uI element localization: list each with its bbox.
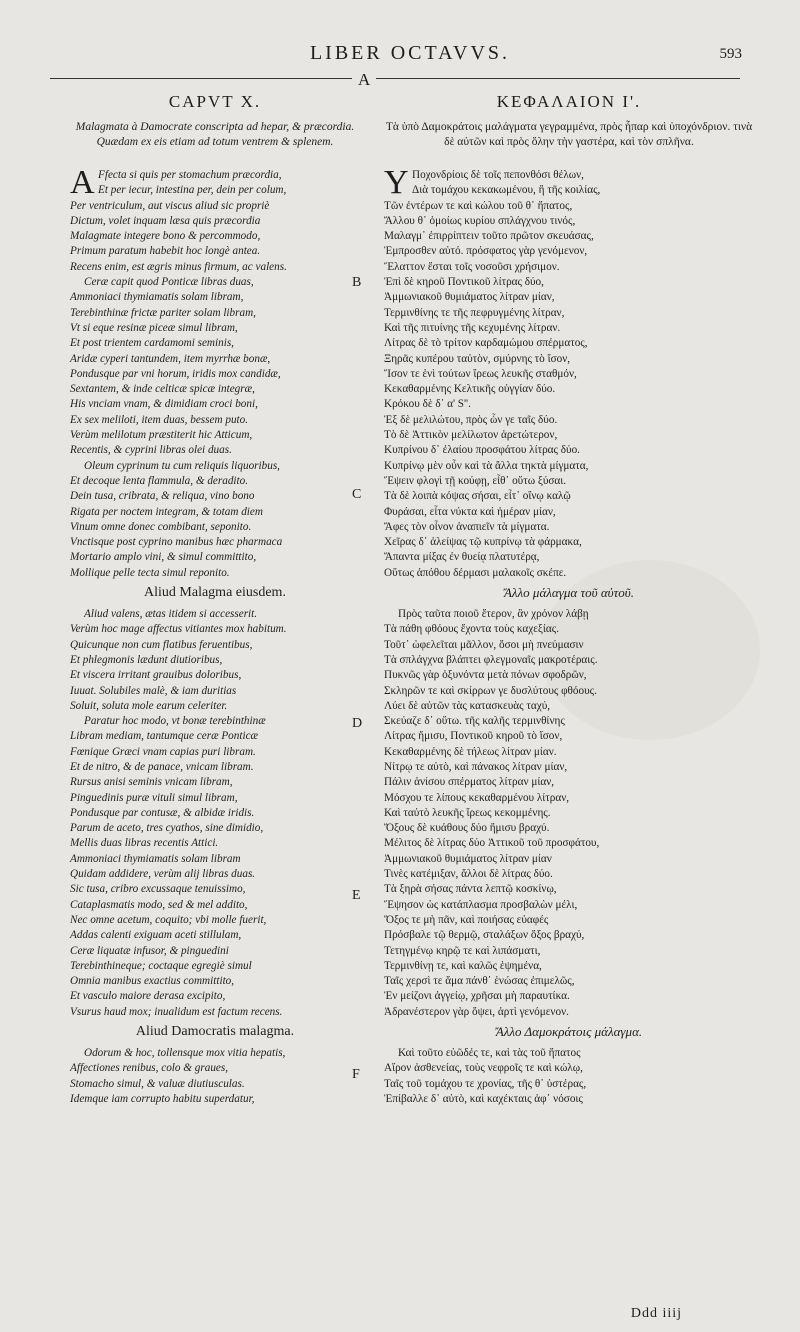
margin-letter-f: F xyxy=(352,1067,360,1082)
verse-line: Μαλαγμ᾽ ἐπιρρίπτειν τοῦτο πρῶτον σκευάσας, xyxy=(384,230,594,243)
verse-line: Τὰ σπλάγχνα βλάπτει φλεγμοναῖς μακροτέραις. xyxy=(384,653,598,666)
verse-line: Τοῦτ᾽ ὠφελεῖται μᾶλλον, ὅσοι μὴ πνεύμασιν xyxy=(384,638,584,651)
verse-line: Dictum, volet inquam læsa quis præcordia xyxy=(70,214,261,227)
verse-line: Τετηγμένῳ κηρῷ τε καὶ λιπάσματι, xyxy=(384,944,541,957)
verse-line: Sextantem, & inde celticæ spicæ integræ, xyxy=(70,383,255,396)
verse-line: Et per iecur, intestina per, dein per colum, xyxy=(98,184,287,197)
verse-line: Διὰ τομάχου κεκακωμένου, ἢ τῆς κοιλίας, xyxy=(412,184,601,197)
verse-line: Malagmate integere bono & percommodo, xyxy=(70,230,261,243)
verse-line: Iuuat. Solubiles malè, & iam duritias xyxy=(70,684,237,697)
verse-line: Σκεύαζε δ᾽ οὕτω. τῆς καλῆς τερμινθίνης xyxy=(384,715,565,728)
verse-line: His vnciam vnam, & dimidiam croci boni, xyxy=(70,398,258,411)
verse-line: Pinguedinis puræ vituli simul libram, xyxy=(70,791,238,804)
verse-line: Quidam addidere, verùm alij libras duas. xyxy=(70,868,256,881)
verse-line: Ceræ liquatæ infusor, & pinguedini xyxy=(70,944,229,957)
verse-line: Ποχονδρίοις δὲ τοῖς πεπονθόσι θέλων, xyxy=(412,169,584,181)
verse-line: Terebinthinæ frictæ pariter solam libram, xyxy=(70,306,256,319)
verse-line: Ἀμμωνιακοῦ θυμιάματος λίτραν μίαν, xyxy=(384,291,555,304)
verse-line: Pondusque par vni horum, iridis mox candidæ, xyxy=(70,367,281,380)
verse-line: Ammoniaci thymiamatis solam libram xyxy=(70,852,241,865)
verse-line: Πρὸς ταῦτα ποιοῦ ἕτερον, ἂν χρόνον λάβῃ xyxy=(398,608,589,621)
verse-line: Et viscera irritant grauibus doloribus, xyxy=(70,669,242,682)
verse-line: Et de nitro, & de panace, vnicam libram. xyxy=(70,760,254,773)
header-rule xyxy=(50,78,740,79)
signature-mark: A xyxy=(352,70,376,90)
verse-line: Rigata per noctem integram, & totam diem xyxy=(70,505,263,518)
verse-line: Libram mediam, tantumque ceræ Ponticæ xyxy=(70,730,258,743)
verse-line: Κυπρίνῳ μὲν οὖν καὶ τὰ ἄλλα τηκτὰ μίγματα, xyxy=(384,459,589,472)
verse-line: Soluit, soluta mole earum celeriter. xyxy=(70,699,228,712)
verse-line: Aliud valens, ætas itidem si accesserit. xyxy=(84,608,258,621)
verse-line: Et decoque lenta flammula, & deradito. xyxy=(70,474,249,487)
verse-line: Τῶν ἐντέρων τε καὶ κώλου τοῦ θ᾽ ἥπατος, xyxy=(384,199,573,212)
verse-line: Fœnique Græci vnam capias puri libram. xyxy=(70,745,256,758)
verse-line: Et post trientem cardamomi seminis, xyxy=(70,337,234,350)
verse-line: Ξηρᾶς κυπέρου ταὐτὸν, σμύρνης τὸ ἴσον, xyxy=(384,352,571,365)
verse-line: Κεκαθαρμένης δὲ τήλεως λίτραν μίαν. xyxy=(384,745,557,758)
verse-line: Vinum omne donec combibant, seponito. xyxy=(70,520,252,533)
verse-line: Dein tusa, cribrata, & reliqua, vino bono xyxy=(70,490,255,503)
verse-line: Κρόκου δὲ δ᾽ α' S''. xyxy=(384,398,471,411)
verse-line: Πρόσβαλε τῷ θερμῷ, σταλάξων ὄξος βραχύ, xyxy=(384,929,585,942)
verse-line: Καὶ ταὐτὸ λευκῆς ἴρεως κεκομμένης. xyxy=(384,806,551,819)
latin-section-title: Aliud Damocratis malagma. xyxy=(135,1024,295,1040)
greek-verse-block-2 xyxy=(384,607,754,1020)
verse-line: Omnia manibus exactius committito, xyxy=(70,975,235,988)
verse-line: Terebinthineque; coctaque egregiè simul xyxy=(70,959,252,972)
verse-line: Mollique pelle tecta simul reponito. xyxy=(70,566,230,579)
verse-line: Κυπρίνου δ᾽ ἐλαίου προσφάτου λίτρας δύο. xyxy=(384,444,580,457)
verse-line: Χεῖρας δ᾽ ἀλείψας τῷ κυπρίνῳ τὰ φάρμακα, xyxy=(384,536,582,549)
page-number: 593 xyxy=(719,46,742,62)
verse-line: Ἴσον τε ἑνὶ τούτων ἴρεως λευκῆς σταθμόν, xyxy=(384,367,577,380)
verse-line: Φυράσαι, εἶτα νύκτα καὶ ἡμέραν μίαν, xyxy=(384,505,556,518)
verse-line: Ὄξους δὲ κυάθους δύο ἥμισυ βραχύ. xyxy=(384,822,550,835)
bottom-signature: Ddd iiij xyxy=(630,1306,682,1321)
verse-line: Λίτρας ἥμισυ, Ποντικοῦ κηροῦ τὸ ἴσον, xyxy=(384,730,563,743)
verse-line: Λύει δὲ αὐτῶν τὰς κατασκευὰς ταχύ, xyxy=(384,699,551,712)
verse-line: Ἐπίβαλλε δ᾽ αὐτὸ, καὶ καχέκταις ἀφ᾽ νόσοις xyxy=(384,1092,583,1105)
verse-line: Ἔλαττον ἔσται τοῖς νοσοῦσι χρήσιμον. xyxy=(384,260,560,273)
greek-chapter-subtitle: Τὰ ὑπὸ Δαμοκράτοις μαλάγματα γεγραμμένα, πρὸς ἧπαρ καὶ ὑποχόνδριον. τινὰ δὲ αὐτῶν καὶ πρὸς ὅλην τὴν γαστέρα, καὶ τὸν σπλῆνα. xyxy=(385,121,753,148)
running-head: LIBER OCTAVVS. xyxy=(309,42,511,64)
verse-line: Πάλιν ἀνίσου σπέρματος λίτραν μίαν, xyxy=(384,776,555,789)
verse-line: Affectiones renibus, colo & graues, xyxy=(70,1062,229,1075)
verse-line: Ἀμμωνιακοῦ θυμιάματος λίτραν μίαν xyxy=(384,852,552,865)
verse-line: Τερμινθίνῃ τε, καὶ καλῶς ἑψημένα, xyxy=(384,959,542,972)
verse-line: Οὕτως ἀπόθου δέρμασι μαλακοῖς σκέπε. xyxy=(384,566,567,579)
latin-verse-block-1 xyxy=(70,164,360,581)
latin-verse-block-2 xyxy=(70,607,363,1020)
verse-line: Ταῖς χερσὶ τε ἅμα πάνθ᾽ ἑνώσας ἐπιμελῶς, xyxy=(384,975,575,988)
verse-line: Κεκαθαρμένης Κελτικῆς οὐγγίαν δύο. xyxy=(384,383,556,396)
margin-letter-b: B xyxy=(352,275,362,290)
verse-line: Ταῖς τοῦ τομάχου τε χρονίας, τῆς θ᾽ ὑστέρας, xyxy=(384,1077,587,1090)
verse-line: Καὶ τοῦτο εὐῶδές τε, καὶ τὰς τοῦ ἥπατος xyxy=(398,1047,581,1060)
greek-section-title: Ἄλλο Δαμοκράτοις μάλαγμα. xyxy=(495,1024,643,1040)
drop-cap: Υ xyxy=(384,164,409,201)
verse-line: Vnctisque post cyprino manibus hæc pharmaca xyxy=(70,536,283,549)
verse-line: Aridæ cyperi tantundem, item myrrhæ bonæ, xyxy=(70,352,271,365)
greek-section-title: Ἄλλο μάλαγμα τοῦ αὐτοῦ. xyxy=(503,585,634,601)
verse-line: Τὰ ξηρὰ σήσας πάντα λεπτῷ κοσκίνῳ, xyxy=(384,883,557,896)
verse-line: Paratur hoc modo, vt bonæ terebinthinæ xyxy=(84,715,266,728)
verse-line: Mellis duas libras recentis Attici. xyxy=(70,837,219,850)
verse-line: Ἅπαντα μίξας ἐν θυείᾳ πλατυτέρᾳ, xyxy=(384,551,540,564)
verse-line: Τερμινθίνης τε τῆς πεφρυγμένης λίτραν, xyxy=(384,306,565,319)
greek-verse-block-1 xyxy=(384,164,754,581)
greek-verse-block-3 xyxy=(384,1046,754,1107)
verse-line: Πυκνῶς γὰρ ὀξυνόντα μετὰ πόνων σφοδρῶν, xyxy=(384,669,587,682)
verse-line: Vt si eque resinæ piceæ simul libram, xyxy=(70,321,238,334)
verse-line: Τὸ δὲ Ἀττικὸν μελίλωτον ἀρετώτερον, xyxy=(384,429,558,442)
verse-line: Quicunque non cum flatibus feruentibus, xyxy=(70,638,253,651)
margin-letter-e: E xyxy=(352,888,361,903)
drop-cap: A xyxy=(70,164,95,201)
latin-column xyxy=(70,92,363,1107)
verse-line: Ἕψειν φλογὶ τῇ κούφῃ, εἶθ᾽ οὕτω ξύσαι. xyxy=(384,474,567,487)
verse-line: Idemque iam corrupto habitu superdatur, xyxy=(70,1092,255,1105)
verse-line: Vsurus haud mox; inualidum est factum recens. xyxy=(70,1005,283,1018)
verse-line: Ἕψησον ὡς κατάπλασμα προσβαλὼν μέλι, xyxy=(384,898,578,911)
verse-line: Ἀδρανέστερον γὰρ ὄψει, ἀρτὶ γενόμενον. xyxy=(384,1005,569,1018)
greek-chapter-title: ΚΕΦΑΛΑΙΟΝ Ι'. xyxy=(496,92,642,111)
verse-line: Parum de aceto, tres cyathos, sine dimidio, xyxy=(70,822,264,835)
verse-line: Sic tusa, cribro excussaque tenuissimo, xyxy=(70,883,246,896)
verse-line: Nec omne acetum, coquito; vbi molle fuerit, xyxy=(70,913,267,926)
latin-section-title: Aliud Malagma eiusdem. xyxy=(144,585,286,601)
verse-line: Pondusque par contusæ, & albidæ iridis. xyxy=(70,806,255,819)
verse-line: Ἐμπροσθεν αὐτό. πρόσφατος γὰρ γενόμενον, xyxy=(384,245,588,258)
verse-line: Τὰ πάθη φθόους ἔχοντα τοὺς καχεξίας. xyxy=(384,623,560,636)
verse-line: Νίτρῳ τε αὐτὸ, καὶ πάνακος λίτραν μίαν, xyxy=(384,760,568,773)
verse-line: Ἐπὶ δὲ κηροῦ Ποντικοῦ λίτρας δύο, xyxy=(384,276,544,289)
verse-line: Καὶ τῆς πιτυίνης τῆς κεχυμένης λίτραν. xyxy=(384,321,561,334)
verse-line: Ἐξ δὲ μελιλώτου, πρὸς ὧν γε ταῖς δύο. xyxy=(384,413,558,426)
verse-line: Stomacho simul, & valuæ diutiusculas. xyxy=(70,1077,245,1090)
verse-line: Cataplasmatis modo, sed & mel addito, xyxy=(70,898,248,911)
latin-chapter-subtitle: Malagmata à Damocrate conscripta ad hepar, & præcordia. Quædam ex eis etiam ad totum ventrem & splenem. xyxy=(75,121,355,148)
verse-line: Recentis, & cyprini libras olei duas. xyxy=(70,444,232,457)
verse-line: Ἄφες τὸν οἶνον ἀναπιεῖν τὰ μίγματα. xyxy=(384,520,550,533)
verse-line: Verùm melilotum præstiterit hic Atticum, xyxy=(70,429,253,442)
verse-line: Μόσχου τε λίπους κεκαθαρμένου λίτραν, xyxy=(384,791,570,804)
verse-line: Ex sex meliloti, item duas, bessem puto. xyxy=(70,413,249,426)
verse-line: Recens enim, est ægris minus firmum, ac valens. xyxy=(70,260,287,273)
verse-line: Mortario amplo vini, & simul committito, xyxy=(70,551,257,564)
margin-letter-d: D xyxy=(352,716,363,731)
verse-line: Oleum cyprinum tu cum reliquis liquoribus, xyxy=(84,459,280,472)
verse-line: Μέλιτος δὲ λίτρας δύο Ἀττικοῦ τοῦ προσφάτου, xyxy=(384,837,600,850)
verse-line: Ammoniaci thymiamatis solam libram, xyxy=(70,291,244,304)
verse-line: Αἴρον ἀσθενείας, τοὺς νεφροῖς τε καὶ κώλῳ, xyxy=(384,1062,583,1075)
verse-line: Primum paratum habebit hoc longè antea. xyxy=(70,245,261,258)
verse-line: Ὄξος τε μὴ πᾶν, καὶ ποιήσας εὐαφές xyxy=(384,913,549,926)
verse-line: Et vasculo maiore derasa excipito, xyxy=(70,990,226,1003)
verse-line: Τινὲς κατέμιξαν, ἄλλοι δὲ λίτρας δύο. xyxy=(384,868,553,881)
verse-line: Τὰ δὲ λοιπὰ κόψας σήσαι, εἶτ᾽ οἴνῳ καλῷ xyxy=(384,490,571,503)
verse-line: Per ventriculum, aut viscus aliud sic propriè xyxy=(70,199,270,212)
latin-verse-block-3 xyxy=(70,1046,360,1107)
verse-line: Odorum & hoc, tollensque mox vitia hepatis, xyxy=(84,1047,286,1060)
margin-letter-c: C xyxy=(352,487,362,502)
verse-line: Ἄλλου θ᾽ ὁμοίως κυρίου σπλάγχνου τινός, xyxy=(384,214,576,227)
verse-line: Λίτρας δὲ τὸ τρίτον καρδαμώμου σπέρματος, xyxy=(384,337,588,350)
latin-chapter-title: CAPVT X. xyxy=(168,92,262,111)
verse-line: Rursus anisi seminis vnicam libram, xyxy=(70,776,233,789)
verse-line: Ceræ capit quod Ponticæ libras duas, xyxy=(84,276,254,289)
verse-line: Ffecta si quis per stomachum præcordia, xyxy=(98,169,282,181)
verse-line: Ἐν μείζονι ἀγγείῳ, χρῆσαι μὴ παραυτίκα. xyxy=(384,990,570,1003)
verse-line: Verùm hoc mage affectus vitiantes mox habitum. xyxy=(70,623,287,636)
verse-line: Σκληρῶν τε καὶ σκίρρων γε δυσλύτους φθόους. xyxy=(384,684,597,697)
verse-line: Addas calenti exiguam aceti stillulam, xyxy=(70,929,242,942)
greek-column xyxy=(384,92,754,1107)
verse-line: Et phlegmonis lædunt diutioribus, xyxy=(70,653,223,666)
